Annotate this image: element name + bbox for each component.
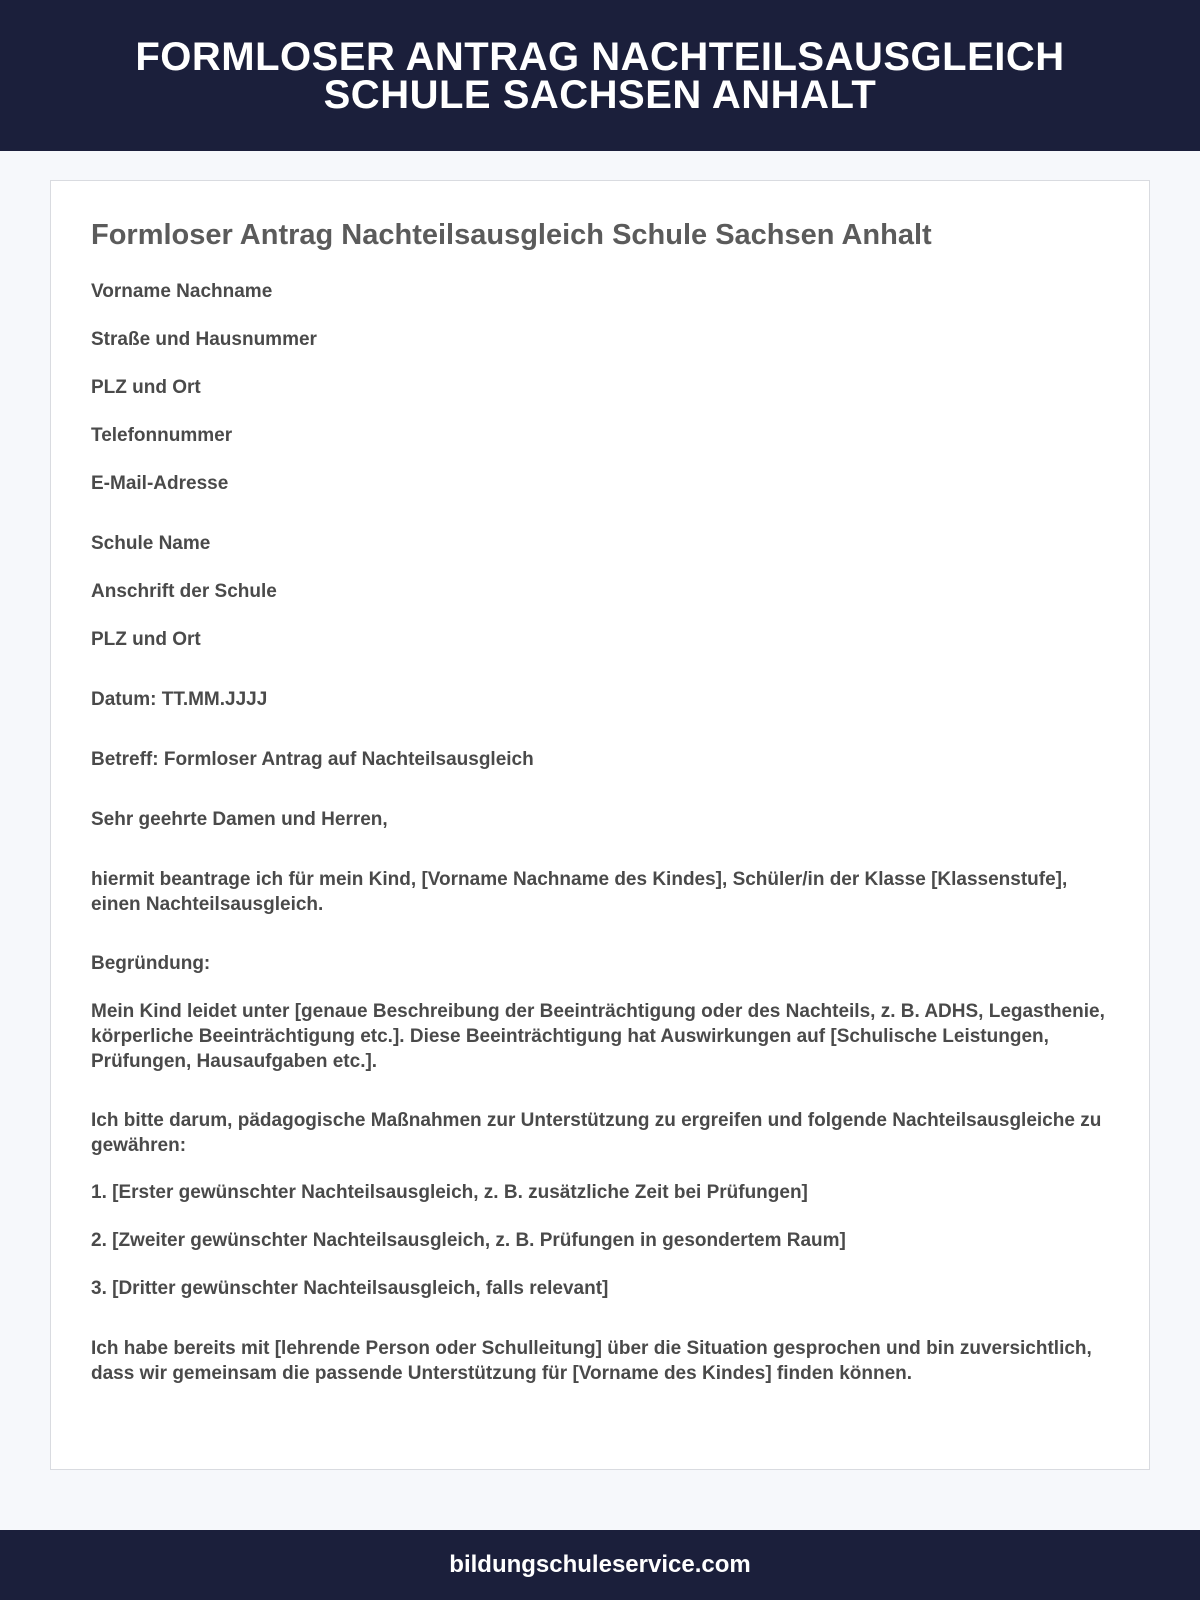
footer-site-link[interactable]: bildungschuleservice.com	[449, 1551, 751, 1578]
list-item: 2. [Zweiter gewünschter Nachteilsausgleich, z. B. Prüfungen in gesondertem Raum]	[91, 1230, 846, 1251]
list-item: 1. [Erster gewünschter Nachteilsausgleich, z. B. zusätzliche Zeit bei Prüfungen]	[91, 1182, 808, 1203]
footer-bar	[0, 1530, 1200, 1600]
recipient-name: Schule Name	[91, 533, 211, 554]
sender-phone: Telefonnummer	[91, 425, 233, 446]
banner-title-line-2: SCHULE SACHSEN ANHALT	[323, 72, 877, 117]
letter-title: Formloser Antrag Nachteilsausgleich Schule Sachsen Anhalt	[91, 219, 932, 251]
letter-subject: Betreff: Formloser Antrag auf Nachteilsausgleich	[91, 749, 534, 770]
closing-paragraph: Ich habe bereits mit [lehrende Person oder Schulleitung] über die Situation gesprochen und bin zuversichtlich, dass wir gemeinsam die passende Unterstützung für [Vorname des Kindes] finden können.	[91, 1338, 1092, 1384]
letter-date: Datum: TT.MM.JJJJ	[91, 689, 268, 710]
sender-city: PLZ und Ort	[91, 377, 201, 398]
sender-name: Vorname Nachname	[91, 281, 273, 302]
letter-salutation: Sehr geehrte Damen und Herren,	[91, 809, 388, 830]
sender-email: E-Mail-Adresse	[91, 473, 229, 494]
recipient-city: PLZ und Ort	[91, 629, 201, 650]
reason-heading: Begründung:	[91, 953, 211, 974]
list-item: 3. [Dritter gewünschter Nachteilsausgleich, falls relevant]	[91, 1278, 609, 1299]
banner-title-line-1: FORMLOSER ANTRAG NACHTEILSAUSGLEICH	[135, 34, 1065, 79]
header-banner	[0, 0, 1200, 151]
reason-paragraph: Mein Kind leidet unter [genaue Beschreibung der Beeinträchtigung oder des Nachteils, z. B. ADHS, Legasthenie, körperliche Beeinträchtigung etc.]. Diese Beeinträchtigung hat Auswirkungen auf [Schulische Leistungen, Prüfungen, Hausaufgaben etc.].	[91, 1001, 1105, 1072]
request-paragraph: Ich bitte darum, pädagogische Maßnahmen zur Unterstützung zu ergreifen und folgende Nachteilsausgleiche zu gewähren:	[91, 1110, 1102, 1156]
sender-street: Straße und Hausnummer	[91, 329, 317, 350]
letter-card	[50, 180, 1150, 1470]
recipient-address: Anschrift der Schule	[91, 581, 277, 602]
letter-intro: hiermit beantrage ich für mein Kind, [Vorname Nachname des Kindes], Schüler/in der Klasse [Klassenstufe], einen Nachteilsausgleich.	[91, 869, 1068, 915]
